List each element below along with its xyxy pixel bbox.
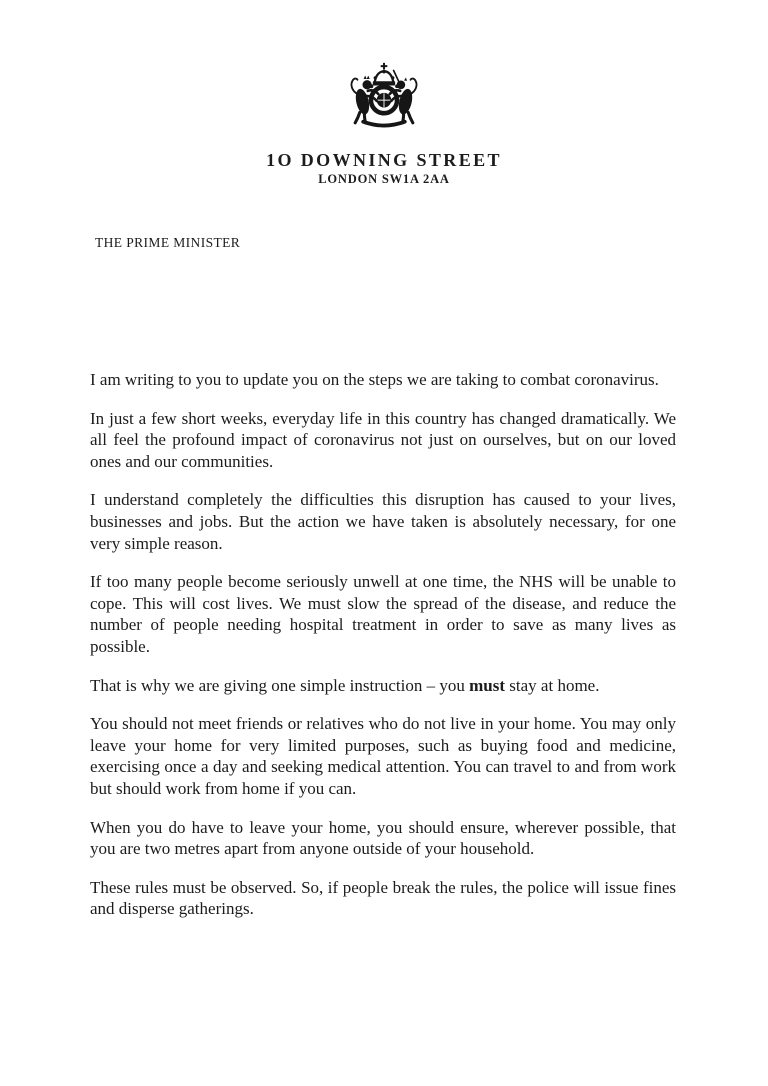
letterhead-title: 1O DOWNING STREET <box>266 150 502 170</box>
royal-coat-of-arms-icon <box>334 56 434 132</box>
sender-title: THE PRIME MINISTER <box>95 235 241 250</box>
crown-icon <box>373 63 395 86</box>
paragraph-limited-purposes: You should not meet friends or relatives who do not live in your home. You may only leave your home for very limited purposes, such as buying food and medicine, exercising once a day and seeking medical attention. You can travel to and from work but should work from home if you can. <box>90 714 676 798</box>
paragraph-nhs: If too many people become seriously unwell at one time, the NHS will be unable to cope. This will cost lives. We must slow the spread of the disease, and reduce the number of people needing hospital treatment in order to save as many lives as possible. <box>90 572 676 656</box>
letter-body <box>90 369 676 920</box>
paragraph-changed-life: In just a few short weeks, everyday life in this country has changed dramatically. We all feel the profound impact of coronavirus not just on ourselves, but on our loved ones and our communities. <box>90 408 676 471</box>
instruction-text-after: stay at home. <box>505 675 600 695</box>
paragraph-instruction <box>90 675 676 697</box>
instruction-text-before: That is why we are giving one simple instruction – you <box>90 675 470 695</box>
instruction-bold-word: must <box>469 675 506 695</box>
letterhead-address: LONDON SW1A 2AA <box>318 172 450 186</box>
paragraph-intro: I am writing to you to update you on the steps we are taking to combat coronavirus. <box>90 370 659 389</box>
paragraph-two-metres: When you do have to leave your home, you should ensure, wherever possible, that you are two metres apart from anyone outside of your household. <box>90 817 676 859</box>
paragraph-rules-observed: These rules must be observed. So, if people break the rules, the police will issue fines and disperse gatherings. <box>90 877 676 919</box>
letterhead-crest <box>0 0 768 137</box>
paragraph-difficulties: I understand completely the difficulties this disruption has caused to your lives, businesses and jobs. But the action we have taken is absolutely necessary, for one very simple reason. <box>90 490 676 553</box>
motto-ribbon <box>363 122 405 126</box>
